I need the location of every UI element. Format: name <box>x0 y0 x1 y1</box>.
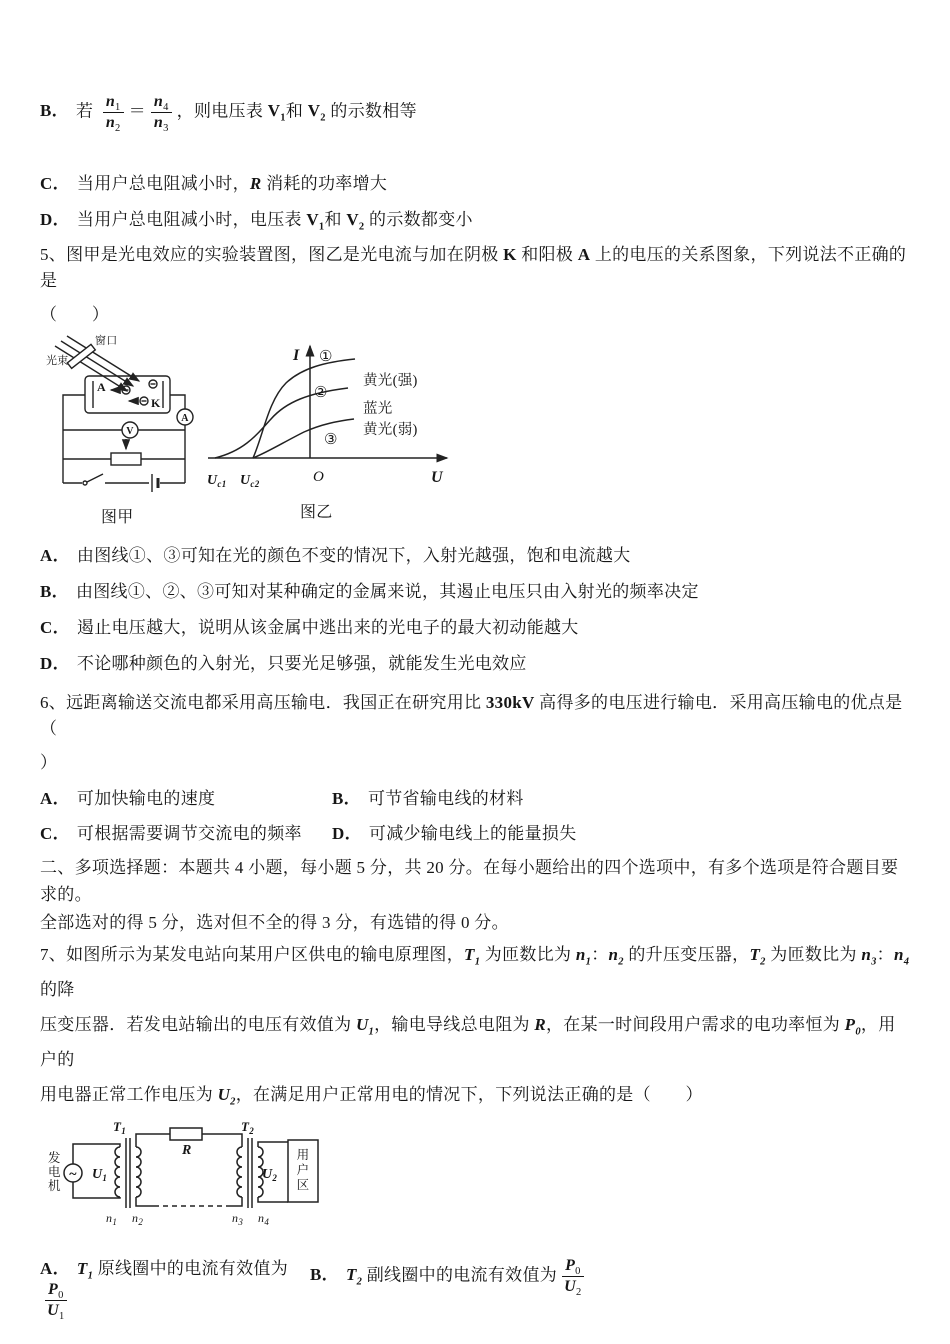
q4-option-b: B． 若 $\frac{n_1}{n_2}$ ＝ $\frac{n_4}{n_3}$ ，则电压表 $V_1$和 $V_2$ 的示数相等 <box>40 93 417 135</box>
q6-option-a: A． 可加快输电的速度 <box>40 788 216 808</box>
fraction: $\frac{P_0}{U_1}$ <box>45 1281 67 1320</box>
wire <box>63 395 85 483</box>
u1-label: $U_1$ <box>92 1166 108 1183</box>
u2-label: $U_2$ <box>262 1166 278 1183</box>
q6-options-row-2 <box>40 822 912 846</box>
cathode-label: K <box>151 395 161 410</box>
n2-label: $n_2$ <box>132 1210 144 1227</box>
curve2-number: ② <box>314 384 328 401</box>
line-resistor <box>170 1128 202 1140</box>
wire <box>226 1197 242 1206</box>
fraction: $\frac{P_0}{U_2}$ <box>562 1257 584 1296</box>
generator-label-char: 发 <box>48 1150 61 1165</box>
wire <box>170 395 185 409</box>
section2-header-line2: 全部选对的得 5 分，选对但不全的得 3 分，有选错的得 0 分。 <box>40 912 509 932</box>
q6-stem: 6、远距离输送交流电都采用高压输电．我国正在研究用比 330kV 高得多的电压进行输电．采用高压输电的优点是（ <box>40 692 903 738</box>
curve1-label: 黄光(强) <box>363 372 418 389</box>
q7-stem-line1: 7、如图所示为某发电站向某用户区供电的输电原理图，$T_1$ 为匝数比为 $n_1$：$n_2$ 的升压变压器，$T_2$ 为匝数比为 $n_3$：$n_4$ 的降 <box>40 944 910 999</box>
user-district-char: 区 <box>296 1177 310 1192</box>
t1-label: $T_1$ <box>113 1118 127 1136</box>
curve-yellow-weak <box>253 419 354 458</box>
origin-label: O <box>313 468 325 485</box>
q6-answer-paren: ） <box>40 752 58 772</box>
q4-option-d: D． 当用户总电阻减小时，电压表 $V_1$和 $V_2$ 的示数都变小 <box>40 209 473 233</box>
wire <box>202 1134 242 1147</box>
t2-primary-coil <box>237 1147 242 1197</box>
t1-secondary-coil <box>136 1147 141 1197</box>
t2-label: $T_2$ <box>241 1118 255 1136</box>
q5-option-c: C． 遏止电压越大，说明从该金属中逃出来的光电子的最大初动能越大 <box>40 617 579 637</box>
uc2-tick-label: $U_{c2}$ <box>240 472 260 489</box>
n3-label: $n_3$ <box>232 1210 244 1227</box>
curve3-number: ③ <box>324 431 338 448</box>
q7-option-b: B． $T_2$ 副线圈中的电流有效值为 $\frac{P_0}{U_2}$ <box>310 1257 912 1320</box>
figure-jia-caption: 图甲 <box>101 508 134 526</box>
window-label: 窗口 <box>95 334 118 347</box>
fraction: $\frac{n_4}{n_3}$ <box>151 93 172 132</box>
wire <box>258 1142 288 1147</box>
q5-option-d: D． 不论哪种颜色的入射光，只要光足够强，就能发生光电效应 <box>40 653 527 673</box>
n4-label: $n_4$ <box>258 1210 270 1227</box>
curve3-label: 黄光(弱) <box>363 421 418 438</box>
curve-yellow-strong <box>253 359 355 458</box>
q6-option-c: C． 可根据需要调节交流电的频率 <box>40 823 302 843</box>
anode-label: A <box>97 379 106 394</box>
q5-option-b: B． 由图线①、②、③可知对某种确定的金属来说，其遏止电压只由入射光的频率决定 <box>40 581 699 601</box>
uc1-tick-label: $U_{c1}$ <box>207 472 227 489</box>
power-transmission-circuit <box>40 1118 350 1253</box>
q6-option-b: B． 可节省输电线的材料 <box>332 788 524 808</box>
switch-pivot <box>83 481 87 485</box>
q7-option-a: A． $T_1$ 原线圈中的电流有效值为 $\frac{P_0}{U_1}$ <box>40 1258 288 1322</box>
q7-options-row <box>40 1257 912 1320</box>
wire <box>136 1197 154 1206</box>
curve1-number: ① <box>319 348 333 365</box>
q5-stem: 5、图甲是光电效应的实验装置图，图乙是光电流与加在阴极 K 和阳极 A 上的电压的关系图象，下列说法不正确的是 <box>40 244 907 290</box>
resistor-label: R <box>182 1142 192 1158</box>
q7-figure <box>40 1118 912 1253</box>
user-district-char: 用 <box>296 1147 310 1162</box>
voltmeter-label: V <box>126 425 134 437</box>
q5-answer-paren: （ ） <box>40 304 110 324</box>
y-axis-label: I <box>293 346 300 364</box>
section2-header-line1: 二、多项选择题：本题共 4 小题，每小题 5 分，共 20 分。在每小题给出的四个选项中，有多个选项是符合题目要求的。 <box>40 857 899 904</box>
q7-stem-line2: 压变压器．若发电站输出的电压有效值为 $U_1$，输电导线总电阻为 R，在某一时间段用户需求的电功率恒为 $P_0$，用户的 <box>40 1014 896 1069</box>
q4-option-c: C． 当用户总电阻减小时，R 消耗的功率增大 <box>40 173 388 193</box>
generator-label-char: 电 <box>48 1164 61 1179</box>
fraction: $\frac{n_1}{n_2}$ <box>103 93 124 132</box>
q6-option-d: D． 可减少输电线上的能量损失 <box>332 823 577 843</box>
wire <box>258 1197 288 1202</box>
q7-stem-line3: 用电器正常工作电压为 $U_2$，在满足用户正常用电的情况下，下列说法正确的是（ ） <box>40 1084 703 1108</box>
rheostat <box>111 453 141 465</box>
n1-label: $n_1$ <box>106 1210 118 1227</box>
figure-yi-caption: 图乙 <box>300 503 333 521</box>
photocurrent-voltage-graph <box>205 333 460 523</box>
t1-primary-coil <box>115 1147 120 1197</box>
q5-figure <box>45 333 912 528</box>
q5-option-a: A． 由图线①、③可知在光的颜色不变的情况下，入射光越强，饱和电流越大 <box>40 545 631 565</box>
x-axis-label: U <box>431 468 443 486</box>
beam-label: 光束 <box>46 354 69 367</box>
photoelectric-apparatus-figure <box>45 333 205 528</box>
curve2-label: 蓝光 <box>363 400 393 417</box>
wire <box>73 1144 120 1164</box>
wire <box>136 1134 170 1147</box>
ammeter-label: A <box>181 412 189 424</box>
q6-options-row-1 <box>40 787 912 811</box>
wire <box>73 1182 120 1198</box>
generator-label-char: 机 <box>48 1178 61 1193</box>
ac-sine-symbol: ~ <box>69 1166 77 1182</box>
user-district-char: 户 <box>296 1162 310 1177</box>
switch <box>87 474 103 482</box>
